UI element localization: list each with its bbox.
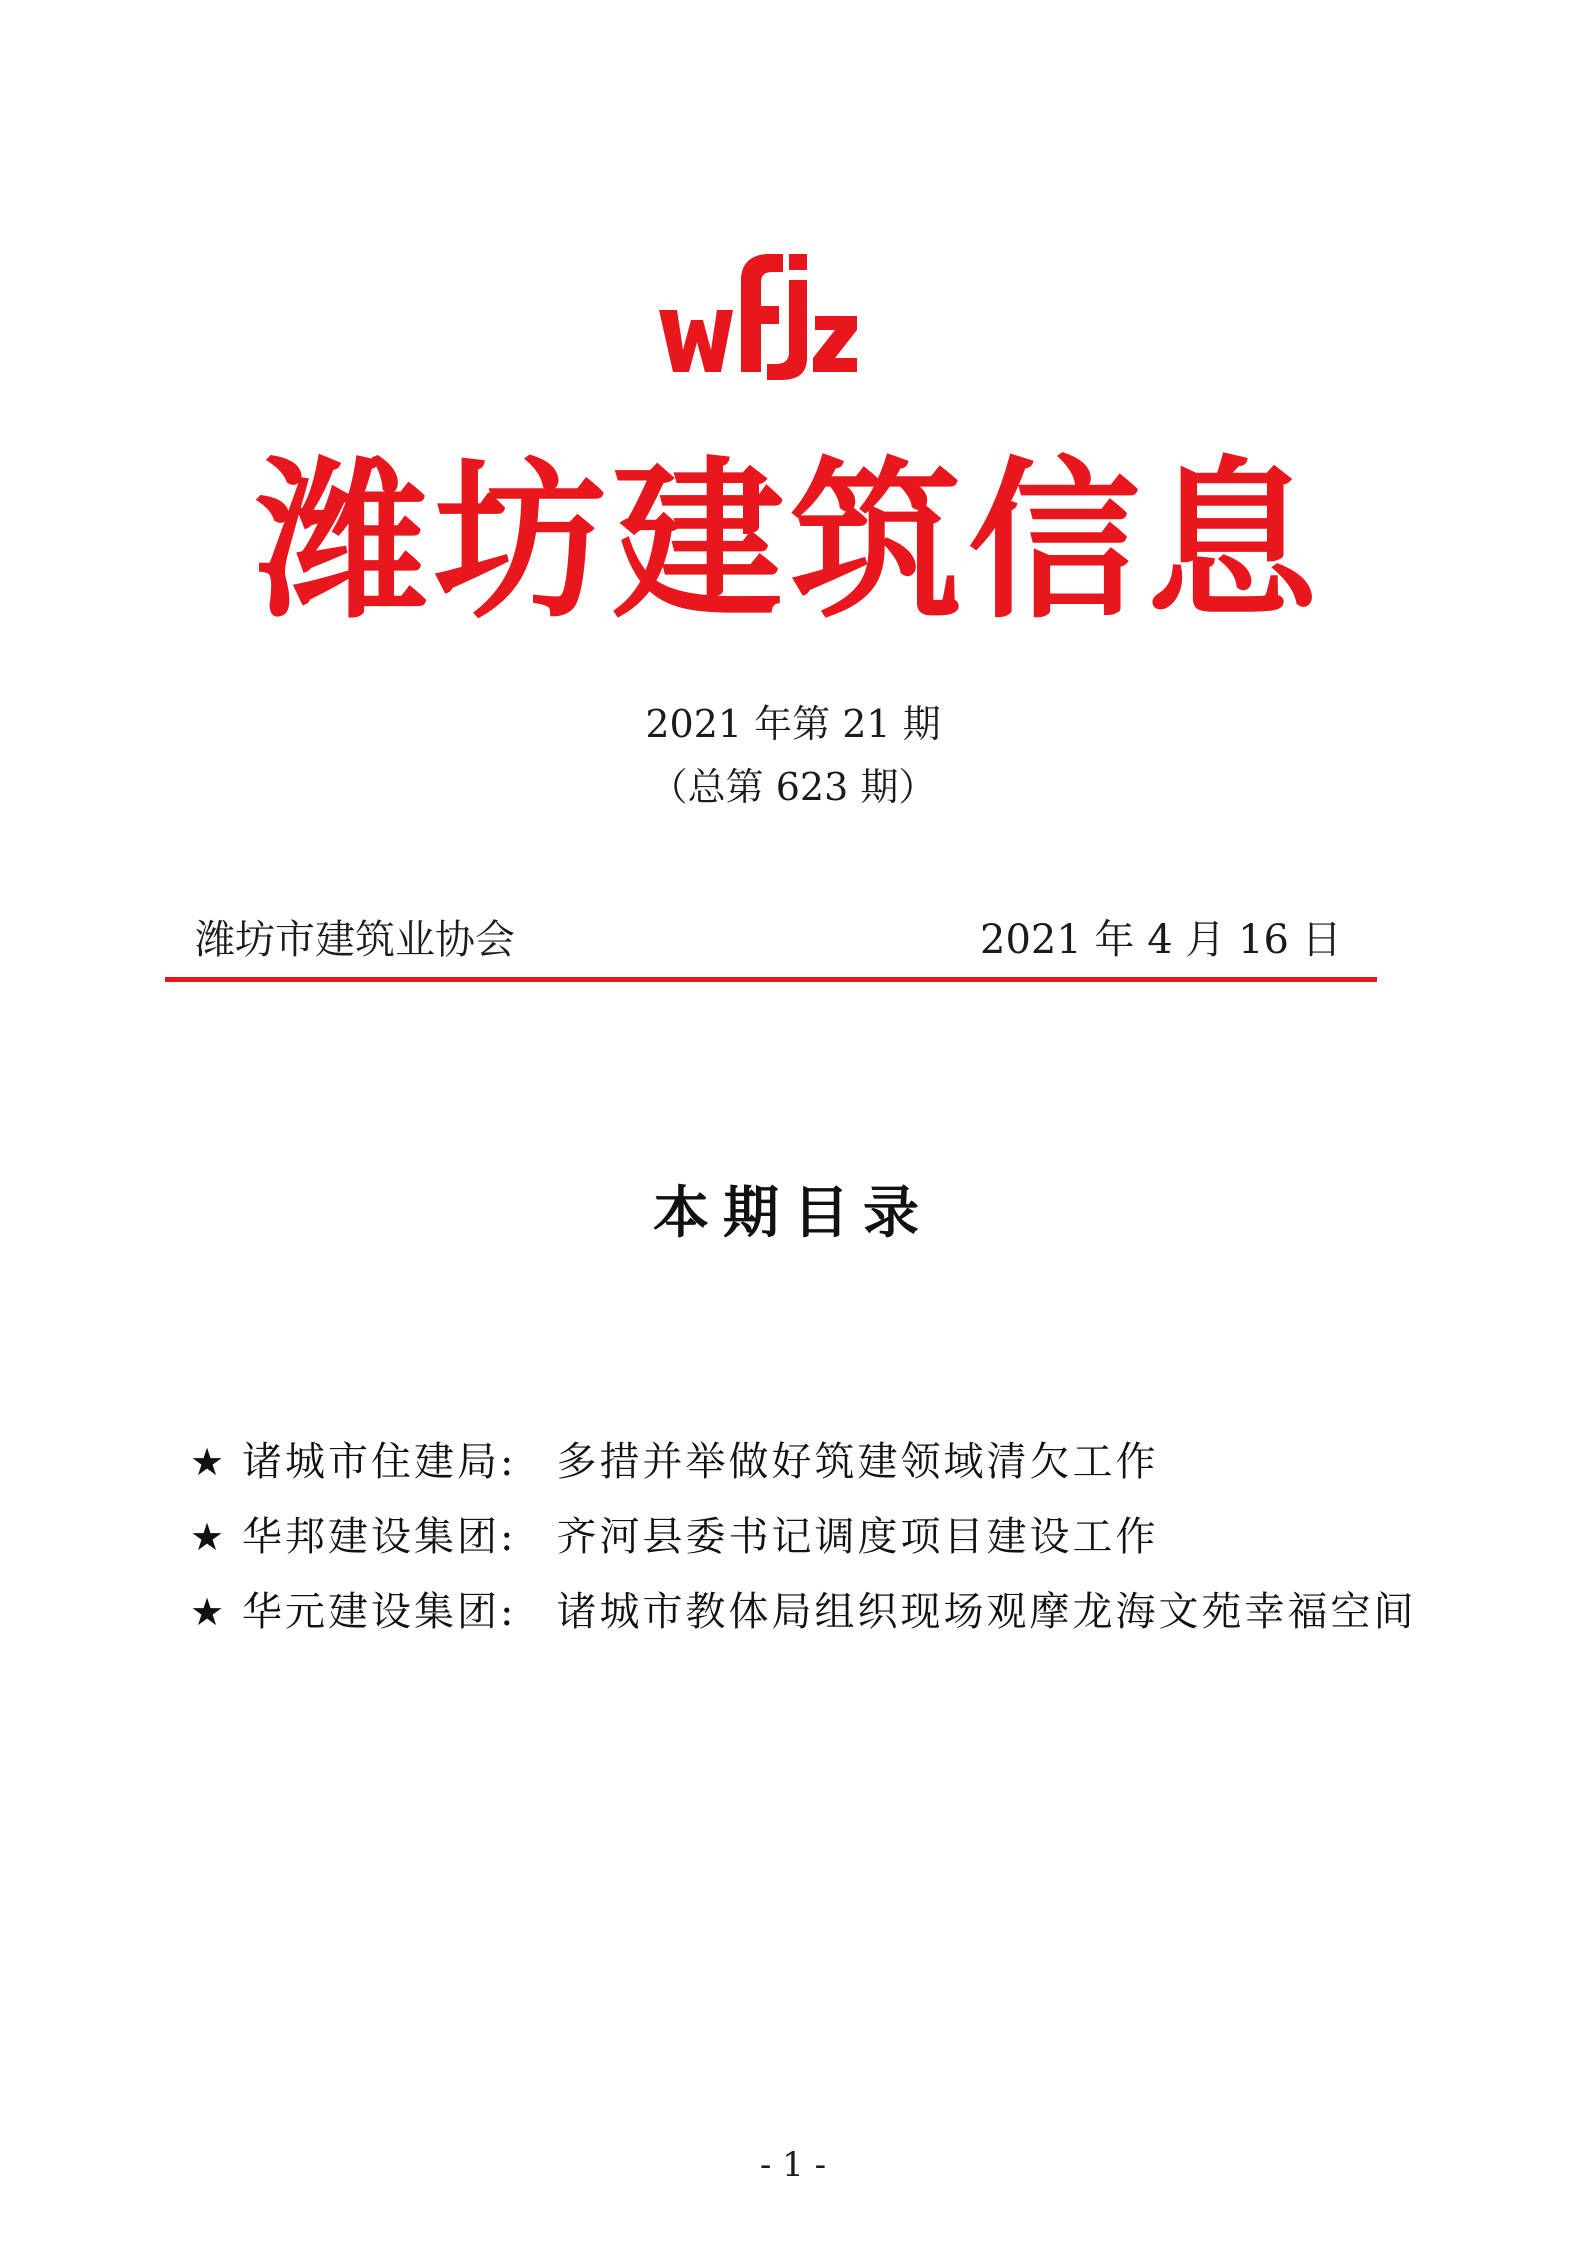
issue-number: 2021 年第 21 期 [645,702,941,746]
publication-date: 2021 年 4 月 16 日 [980,917,1342,963]
contents-item[interactable] [190,1432,1440,1507]
masthead-title: 潍坊建筑信息 [256,439,1324,642]
contents-item-source: 华邦建设集团: [242,1514,517,1560]
wfjz-logo-mark [655,250,860,382]
contents-item-title: 诸城市教体局组织现场观摩龙海文苑幸福空间 [556,1589,1417,1635]
issue-total-number: （总第 623 期） [649,765,937,809]
header-divider [165,977,1377,982]
contents-list [190,1432,1440,1657]
contents-item-title: 齐河县委书记调度项目建设工作 [556,1514,1159,1560]
page-number: - 1 - [759,2145,827,2185]
contents-heading: 本期目录 [653,1180,933,1246]
star-icon: ★ [190,1590,225,1634]
publisher-name: 潍坊市建筑业协会 [195,917,515,963]
contents-item-source: 诸城市住建局: [242,1439,517,1485]
contents-item[interactable] [190,1507,1440,1582]
wfjz-logo [655,250,860,382]
star-icon: ★ [190,1440,225,1484]
contents-item-title: 多措并举做好筑建领域清欠工作 [556,1439,1159,1485]
contents-item[interactable] [190,1582,1440,1657]
star-icon: ★ [190,1515,225,1559]
contents-item-source: 华元建设集团: [242,1589,517,1635]
